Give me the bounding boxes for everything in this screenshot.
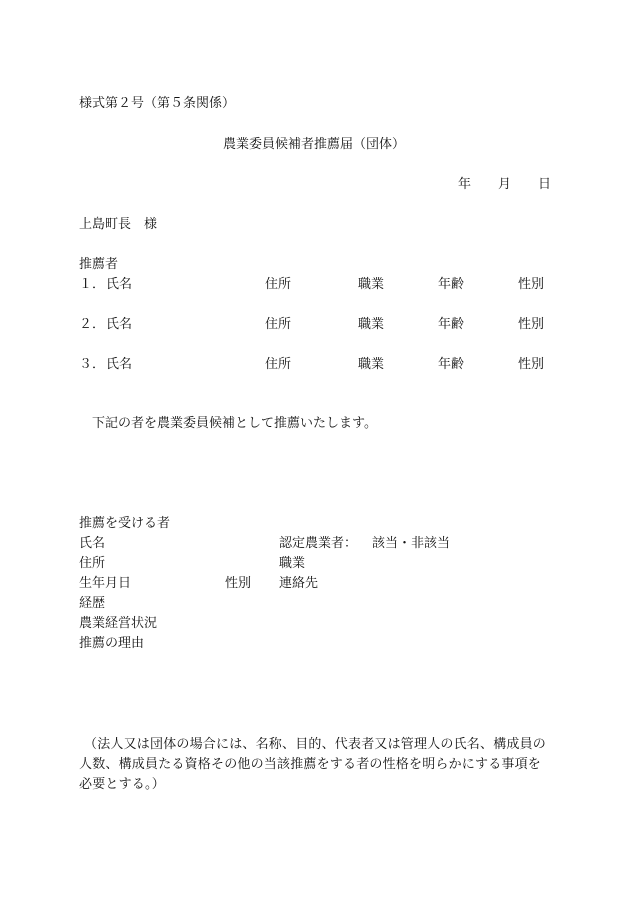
recommendation-statement: 下記の者を農業委員候補として推薦いたします。 [92, 416, 377, 431]
occupation-label: 職業 [358, 317, 385, 332]
name-label: 氏名 [106, 357, 133, 372]
nominee-occupation-label: 職業 [279, 556, 306, 571]
occupation-label: 職業 [358, 277, 385, 292]
age-label: 年齢 [438, 357, 465, 372]
nominee-farm-status-label: 農業経営状況 [79, 616, 158, 631]
address-label: 住所 [265, 357, 292, 372]
note-line: 必要とする。） [79, 777, 165, 792]
row-number: １． [79, 277, 106, 292]
form-number: 様式第２号（第５条関係） [79, 96, 236, 111]
nominee-reason-label: 推薦の理由 [79, 636, 145, 651]
certified-farmer-options: 該当・非該当 [372, 536, 451, 551]
certified-farmer-label: 認定農業者： [279, 536, 358, 551]
occupation-label: 職業 [358, 357, 385, 372]
note-line: 人数、構成員たる資格その他の当該推薦をする者の性格を明らかにする事項を [79, 757, 542, 772]
recommenders-heading: 推薦者 [79, 257, 119, 272]
note-line: （法人又は団体の場合には、名称、目的、代表者又は管理人の氏名、構成員の [84, 737, 547, 752]
gender-label: 性別 [518, 357, 545, 372]
date-year-label: 年 [458, 177, 472, 192]
nominee-name-label: 氏名 [79, 536, 106, 551]
address-label: 住所 [265, 277, 292, 292]
row-number: ２． [79, 317, 106, 332]
nominee-gender-label: 性別 [225, 576, 252, 591]
gender-label: 性別 [518, 317, 545, 332]
name-label: 氏名 [106, 277, 133, 292]
nominee-contact-label: 連絡先 [279, 576, 319, 591]
date-month-label: 月 [498, 177, 512, 192]
nominee-heading: 推薦を受ける者 [79, 516, 171, 531]
gender-label: 性別 [518, 277, 545, 292]
nominee-career-label: 経歴 [79, 596, 106, 611]
date-day-label: 日 [538, 177, 552, 192]
address-label: 住所 [265, 317, 292, 332]
nominee-address-label: 住所 [79, 556, 106, 571]
age-label: 年齢 [438, 277, 465, 292]
age-label: 年齢 [438, 317, 465, 332]
name-label: 氏名 [106, 317, 133, 332]
addressee: 上島町長 様 [79, 217, 158, 232]
nominee-birthdate-label: 生年月日 [79, 576, 132, 591]
row-number: ３． [79, 357, 106, 372]
document-title: 農業委員候補者推薦届（団体） [223, 137, 406, 152]
